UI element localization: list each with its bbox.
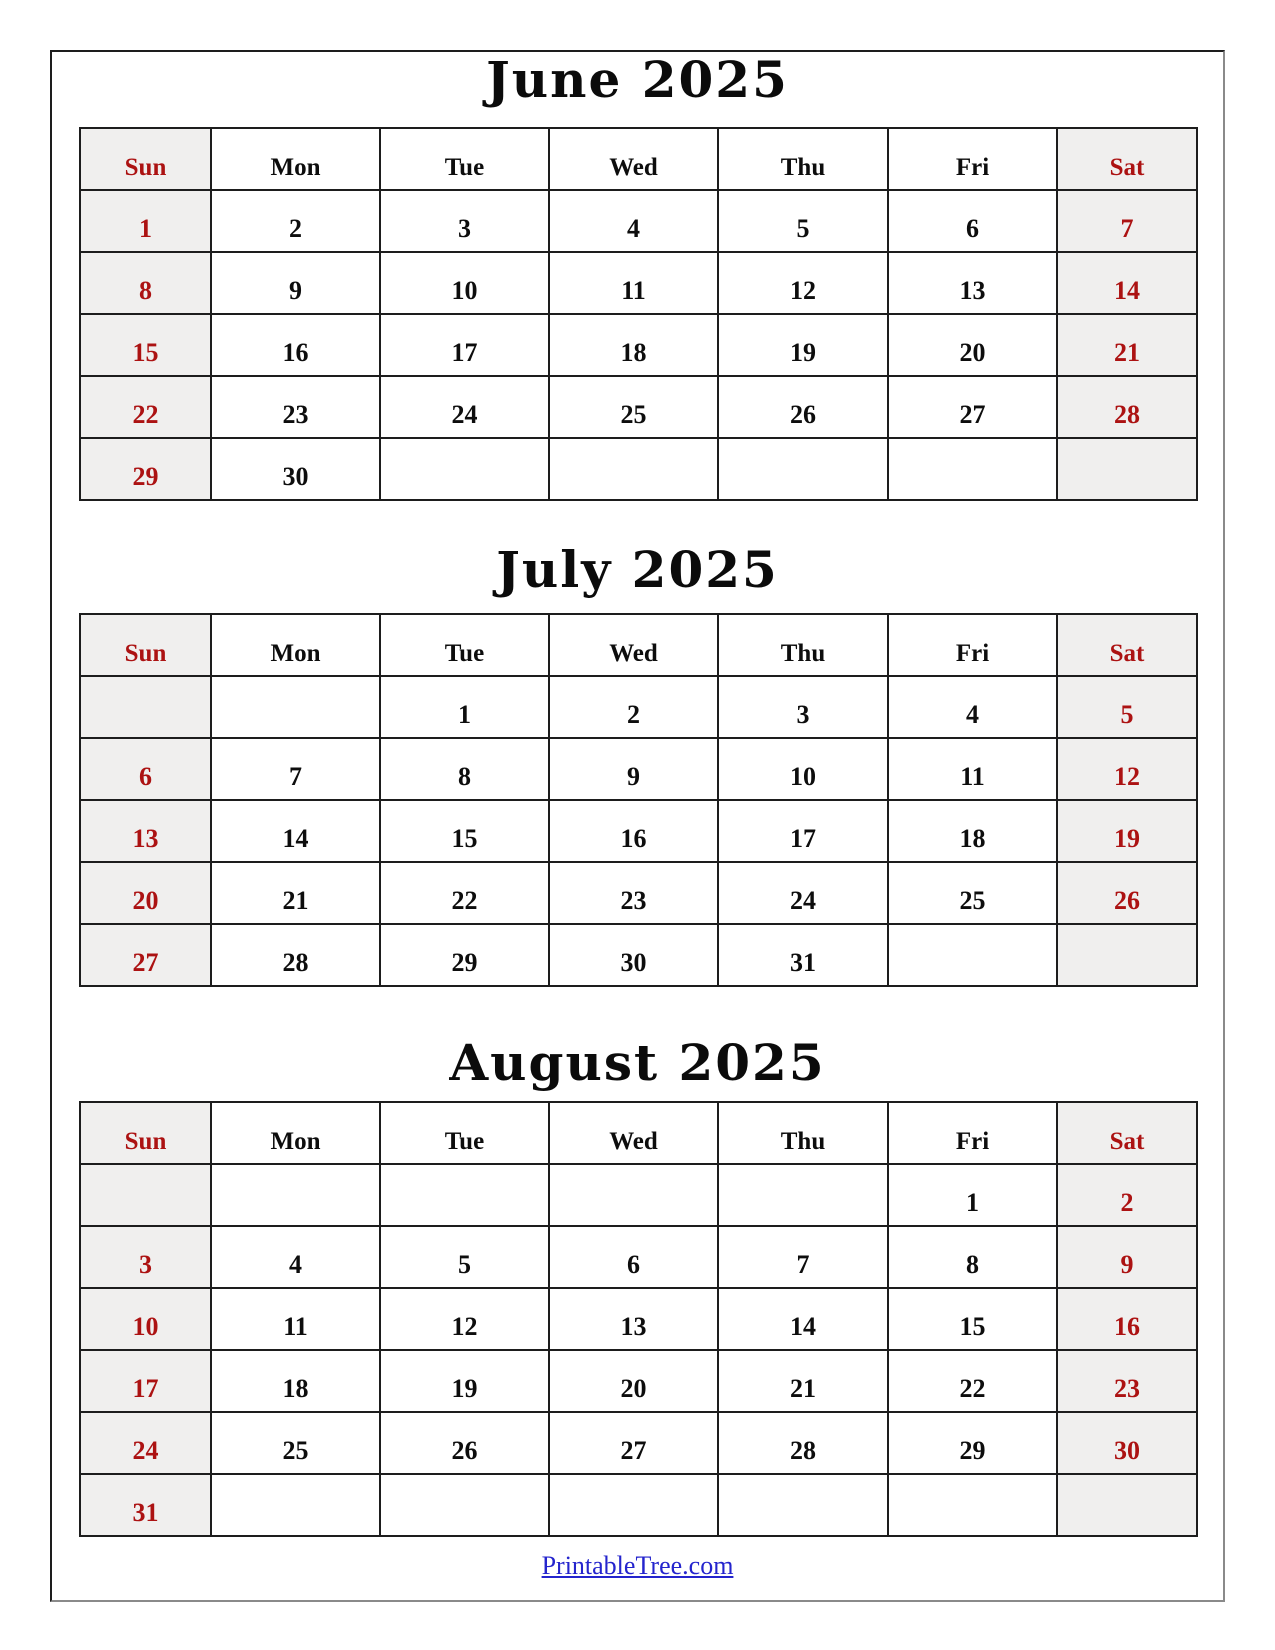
day-cell-1: 1 [80, 190, 211, 252]
week-row [80, 1412, 1197, 1474]
day-cell-12: 12 [380, 1288, 549, 1350]
day-header-sat: Sat [1057, 128, 1197, 190]
empty-day-cell [211, 1474, 380, 1536]
day-cell-8: 8 [888, 1226, 1057, 1288]
day-header-fri: Fri [888, 128, 1057, 190]
day-cell-10: 10 [380, 252, 549, 314]
day-cell-7: 7 [718, 1226, 888, 1288]
day-cell-11: 11 [211, 1288, 380, 1350]
day-cell-25: 25 [888, 862, 1057, 924]
day-cell-31: 31 [80, 1474, 211, 1536]
day-cell-18: 18 [888, 800, 1057, 862]
day-cell-22: 22 [888, 1350, 1057, 1412]
day-cell-25: 25 [211, 1412, 380, 1474]
day-cell-24: 24 [380, 376, 549, 438]
day-header-row [80, 128, 1197, 190]
day-cell-17: 17 [380, 314, 549, 376]
day-cell-2: 2 [1057, 1164, 1197, 1226]
week-row [80, 1226, 1197, 1288]
day-header-sun: Sun [80, 614, 211, 676]
empty-day-cell [888, 924, 1057, 986]
day-cell-27: 27 [888, 376, 1057, 438]
day-cell-20: 20 [888, 314, 1057, 376]
empty-day-cell [549, 1164, 718, 1226]
day-header-tue: Tue [380, 1102, 549, 1164]
month-title-august: August 2025 [449, 1033, 826, 1092]
day-cell-14: 14 [1057, 252, 1197, 314]
day-cell-10: 10 [718, 738, 888, 800]
day-cell-20: 20 [80, 862, 211, 924]
day-cell-5: 5 [380, 1226, 549, 1288]
day-cell-21: 21 [718, 1350, 888, 1412]
empty-day-cell [1057, 1474, 1197, 1536]
day-cell-4: 4 [211, 1226, 380, 1288]
day-cell-13: 13 [888, 252, 1057, 314]
day-cell-30: 30 [211, 438, 380, 500]
empty-day-cell [80, 676, 211, 738]
week-row [80, 1474, 1197, 1536]
day-header-thu: Thu [718, 128, 888, 190]
empty-day-cell [211, 676, 380, 738]
day-cell-23: 23 [211, 376, 380, 438]
empty-day-cell [1057, 924, 1197, 986]
day-cell-19: 19 [718, 314, 888, 376]
day-cell-12: 12 [718, 252, 888, 314]
empty-day-cell [718, 1474, 888, 1536]
printabletree-link[interactable]: PrintableTree.com [541, 1551, 734, 1580]
footer [0, 1548, 1275, 1584]
day-header-row [80, 614, 1197, 676]
empty-day-cell [718, 1164, 888, 1226]
day-cell-16: 16 [549, 800, 718, 862]
week-row [80, 676, 1197, 738]
day-cell-4: 4 [888, 676, 1057, 738]
empty-day-cell [549, 1474, 718, 1536]
day-header-mon: Mon [211, 1102, 380, 1164]
day-cell-19: 19 [1057, 800, 1197, 862]
day-cell-15: 15 [380, 800, 549, 862]
month-title-july: July 2025 [496, 540, 779, 599]
week-row [80, 314, 1197, 376]
day-cell-5: 5 [1057, 676, 1197, 738]
day-cell-17: 17 [80, 1350, 211, 1412]
empty-day-cell [549, 438, 718, 500]
empty-day-cell [888, 438, 1057, 500]
day-cell-2: 2 [211, 190, 380, 252]
day-header-sun: Sun [80, 1102, 211, 1164]
day-cell-27: 27 [549, 1412, 718, 1474]
day-cell-18: 18 [211, 1350, 380, 1412]
day-cell-10: 10 [80, 1288, 211, 1350]
empty-day-cell [1057, 438, 1197, 500]
day-cell-18: 18 [549, 314, 718, 376]
day-cell-29: 29 [888, 1412, 1057, 1474]
day-cell-8: 8 [380, 738, 549, 800]
empty-day-cell [380, 1164, 549, 1226]
day-cell-30: 30 [1057, 1412, 1197, 1474]
day-cell-6: 6 [888, 190, 1057, 252]
day-cell-1: 1 [380, 676, 549, 738]
day-cell-15: 15 [80, 314, 211, 376]
day-cell-11: 11 [549, 252, 718, 314]
day-cell-6: 6 [80, 738, 211, 800]
day-cell-19: 19 [380, 1350, 549, 1412]
calendar-table-august [79, 1101, 1198, 1537]
day-cell-7: 7 [211, 738, 380, 800]
day-cell-9: 9 [211, 252, 380, 314]
day-cell-28: 28 [211, 924, 380, 986]
day-header-fri: Fri [888, 1102, 1057, 1164]
day-header-row [80, 1102, 1197, 1164]
week-row [80, 1350, 1197, 1412]
day-header-wed: Wed [549, 1102, 718, 1164]
week-row [80, 862, 1197, 924]
week-row [80, 800, 1197, 862]
day-cell-16: 16 [1057, 1288, 1197, 1350]
day-cell-24: 24 [80, 1412, 211, 1474]
day-cell-31: 31 [718, 924, 888, 986]
day-cell-26: 26 [380, 1412, 549, 1474]
day-cell-16: 16 [211, 314, 380, 376]
day-cell-22: 22 [380, 862, 549, 924]
week-row [80, 924, 1197, 986]
empty-day-cell [211, 1164, 380, 1226]
day-cell-29: 29 [80, 438, 211, 500]
day-header-fri: Fri [888, 614, 1057, 676]
day-cell-29: 29 [380, 924, 549, 986]
week-row [80, 1288, 1197, 1350]
day-cell-15: 15 [888, 1288, 1057, 1350]
day-cell-27: 27 [80, 924, 211, 986]
day-cell-21: 21 [211, 862, 380, 924]
empty-day-cell [80, 1164, 211, 1226]
calendar-table-june [79, 127, 1198, 501]
day-cell-22: 22 [80, 376, 211, 438]
empty-day-cell [718, 438, 888, 500]
week-row [80, 738, 1197, 800]
week-row [80, 252, 1197, 314]
day-cell-23: 23 [549, 862, 718, 924]
empty-day-cell [380, 438, 549, 500]
day-header-mon: Mon [211, 128, 380, 190]
day-header-thu: Thu [718, 614, 888, 676]
day-header-wed: Wed [549, 128, 718, 190]
day-cell-14: 14 [211, 800, 380, 862]
day-cell-26: 26 [1057, 862, 1197, 924]
week-row [80, 438, 1197, 500]
empty-day-cell [380, 1474, 549, 1536]
week-row [80, 1164, 1197, 1226]
day-cell-4: 4 [549, 190, 718, 252]
day-cell-9: 9 [1057, 1226, 1197, 1288]
week-row [80, 376, 1197, 438]
day-cell-14: 14 [718, 1288, 888, 1350]
day-cell-25: 25 [549, 376, 718, 438]
day-cell-30: 30 [549, 924, 718, 986]
week-row [80, 190, 1197, 252]
day-cell-13: 13 [80, 800, 211, 862]
day-cell-21: 21 [1057, 314, 1197, 376]
day-header-tue: Tue [380, 128, 549, 190]
day-cell-13: 13 [549, 1288, 718, 1350]
day-header-tue: Tue [380, 614, 549, 676]
day-cell-6: 6 [549, 1226, 718, 1288]
day-cell-20: 20 [549, 1350, 718, 1412]
month-title-june: June 2025 [486, 50, 789, 109]
day-header-mon: Mon [211, 614, 380, 676]
day-cell-8: 8 [80, 252, 211, 314]
day-cell-26: 26 [718, 376, 888, 438]
day-cell-3: 3 [380, 190, 549, 252]
day-cell-5: 5 [718, 190, 888, 252]
day-cell-23: 23 [1057, 1350, 1197, 1412]
day-cell-11: 11 [888, 738, 1057, 800]
day-cell-3: 3 [80, 1226, 211, 1288]
day-cell-28: 28 [718, 1412, 888, 1474]
day-cell-17: 17 [718, 800, 888, 862]
empty-day-cell [888, 1474, 1057, 1536]
day-cell-1: 1 [888, 1164, 1057, 1226]
day-header-sun: Sun [80, 128, 211, 190]
day-header-thu: Thu [718, 1102, 888, 1164]
day-cell-12: 12 [1057, 738, 1197, 800]
day-cell-3: 3 [718, 676, 888, 738]
day-header-wed: Wed [549, 614, 718, 676]
day-cell-9: 9 [549, 738, 718, 800]
calendar-table-july [79, 613, 1198, 987]
day-cell-2: 2 [549, 676, 718, 738]
day-header-sat: Sat [1057, 1102, 1197, 1164]
day-cell-7: 7 [1057, 190, 1197, 252]
day-cell-24: 24 [718, 862, 888, 924]
day-header-sat: Sat [1057, 614, 1197, 676]
day-cell-28: 28 [1057, 376, 1197, 438]
